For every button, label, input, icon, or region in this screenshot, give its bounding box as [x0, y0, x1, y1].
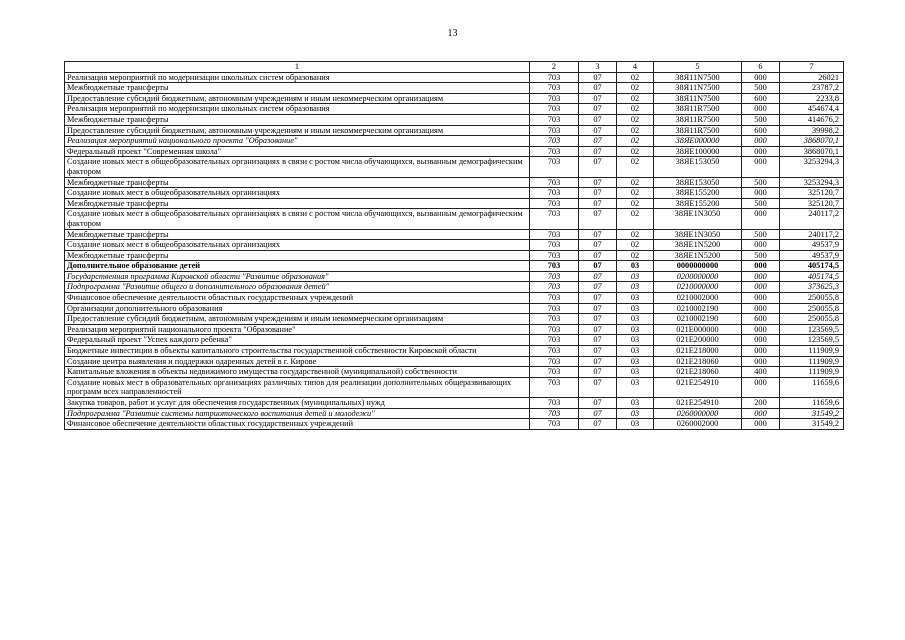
amount-cell: 3868070,1 [780, 136, 844, 147]
ministry-code-cell: 703 [530, 419, 579, 430]
table-row [65, 346, 844, 357]
section-code-cell: 07 [579, 125, 617, 136]
amount-cell: 405174,5 [780, 261, 844, 272]
ministry-code-cell: 703 [530, 314, 579, 325]
table-row [65, 146, 844, 157]
section-code-cell: 07 [579, 209, 617, 229]
table-row [65, 324, 844, 335]
expense-type-cell: 000 [742, 377, 780, 397]
section-code-cell: 07 [579, 250, 617, 261]
subsection-code-cell: 03 [617, 324, 654, 335]
ministry-code-cell: 703 [530, 229, 579, 240]
section-code-cell: 07 [579, 419, 617, 430]
section-code-cell: 07 [579, 104, 617, 115]
section-code-cell: 07 [579, 377, 617, 397]
row-name-cell: Межбюджетные трансферты [65, 229, 530, 240]
table-row [65, 419, 844, 430]
target-article-cell: 38ЯЕ1N3050 [654, 209, 742, 229]
table-row [65, 293, 844, 304]
header-cell: 1 [65, 62, 530, 73]
subsection-code-cell: 03 [617, 356, 654, 367]
table-row [65, 83, 844, 94]
expense-type-cell: 000 [742, 335, 780, 346]
row-name-cell: Подпрограмма "Развитие системы патриотического воспитания детей и молодежи" [65, 408, 530, 419]
expense-type-cell: 500 [742, 114, 780, 125]
subsection-code-cell: 03 [617, 346, 654, 357]
target-article-cell: 0210002000 [654, 293, 742, 304]
section-code-cell: 07 [579, 229, 617, 240]
section-code-cell: 07 [579, 367, 617, 378]
section-code-cell: 07 [579, 240, 617, 251]
row-name-cell: Создание новых мест в общеобразовательных организациях [65, 188, 530, 199]
target-article-cell: 0210000000 [654, 282, 742, 293]
target-article-cell: 38ЯЕ1N5200 [654, 250, 742, 261]
amount-cell: 250055,8 [780, 303, 844, 314]
section-code-cell: 07 [579, 303, 617, 314]
target-article-cell: 38Я11N7500 [654, 83, 742, 94]
row-name-cell: Капитальные вложения в объекты недвижимого имущества государственной (муниципальной) собственности [65, 367, 530, 378]
amount-cell: 240117,2 [780, 229, 844, 240]
ministry-code-cell: 703 [530, 72, 579, 83]
target-article-cell: 38ЯЕ1N3050 [654, 229, 742, 240]
subsection-code-cell: 03 [617, 271, 654, 282]
target-article-cell: 021Е200000 [654, 335, 742, 346]
target-article-cell: 021Е218060 [654, 356, 742, 367]
amount-cell: 3253294,3 [780, 157, 844, 177]
ministry-code-cell: 703 [530, 93, 579, 104]
table-row [65, 250, 844, 261]
header-cell: 4 [617, 62, 654, 73]
row-name-cell: Государственная программа Кировской области "Развитие образования" [65, 271, 530, 282]
row-name-cell: Предоставление субсидий бюджетным, автономным учреждениям и иным некоммерческим организациям [65, 93, 530, 104]
expense-type-cell: 000 [742, 104, 780, 115]
target-article-cell: 38Я11R7500 [654, 104, 742, 115]
subsection-code-cell: 02 [617, 177, 654, 188]
table-row [65, 136, 844, 147]
table-row [65, 93, 844, 104]
amount-cell: 111909,9 [780, 356, 844, 367]
expense-type-cell: 600 [742, 93, 780, 104]
ministry-code-cell: 703 [530, 356, 579, 367]
table-row [65, 188, 844, 199]
target-article-cell: 0200000000 [654, 271, 742, 282]
expense-type-cell: 500 [742, 83, 780, 94]
expense-type-cell: 000 [742, 209, 780, 229]
ministry-code-cell: 703 [530, 303, 579, 314]
subsection-code-cell: 03 [617, 293, 654, 304]
amount-cell: 11659,6 [780, 398, 844, 409]
table-row [65, 114, 844, 125]
section-code-cell: 07 [579, 293, 617, 304]
amount-cell: 111909,9 [780, 346, 844, 357]
row-name-cell: Создание центра выявления и поддержки одаренных детей в г. Кирове [65, 356, 530, 367]
amount-cell: 39998,2 [780, 125, 844, 136]
table-row [65, 282, 844, 293]
ministry-code-cell: 703 [530, 136, 579, 147]
expense-type-cell: 000 [742, 261, 780, 272]
target-article-cell: 38ЯЕ153050 [654, 177, 742, 188]
subsection-code-cell: 03 [617, 398, 654, 409]
row-name-cell: Финансовое обеспечение деятельности областных государственных учреждений [65, 293, 530, 304]
table-row [65, 408, 844, 419]
section-code-cell: 07 [579, 398, 617, 409]
row-name-cell: Подпрограмма "Развитие общего и дополнительного образования детей" [65, 282, 530, 293]
amount-cell: 49537,9 [780, 240, 844, 251]
amount-cell: 250055,8 [780, 293, 844, 304]
subsection-code-cell: 02 [617, 114, 654, 125]
target-article-cell: 38ЯЕ155200 [654, 188, 742, 199]
row-name-cell: Создание новых мест в общеобразовательных организациях [65, 240, 530, 251]
section-code-cell: 07 [579, 146, 617, 157]
section-code-cell: 07 [579, 314, 617, 325]
expense-type-cell: 000 [742, 408, 780, 419]
target-article-cell: 38ЯЕ155200 [654, 198, 742, 209]
expense-type-cell: 500 [742, 198, 780, 209]
ministry-code-cell: 703 [530, 324, 579, 335]
expense-type-cell: 500 [742, 250, 780, 261]
row-name-cell: Реализация мероприятий по модернизации школьных систем образования [65, 72, 530, 83]
target-article-cell: 021Е254910 [654, 398, 742, 409]
ministry-code-cell: 703 [530, 335, 579, 346]
expense-type-cell: 000 [742, 188, 780, 199]
subsection-code-cell: 02 [617, 240, 654, 251]
target-article-cell: 38ЯЕ100000 [654, 146, 742, 157]
ministry-code-cell: 703 [530, 198, 579, 209]
ministry-code-cell: 703 [530, 209, 579, 229]
subsection-code-cell: 02 [617, 157, 654, 177]
subsection-code-cell: 02 [617, 229, 654, 240]
section-code-cell: 07 [579, 157, 617, 177]
target-article-cell: 38ЯЕ000000 [654, 136, 742, 147]
amount-cell: 123569,5 [780, 335, 844, 346]
subsection-code-cell: 02 [617, 83, 654, 94]
ministry-code-cell: 703 [530, 250, 579, 261]
expense-type-cell: 000 [742, 240, 780, 251]
table-row [65, 367, 844, 378]
amount-cell: 11659,6 [780, 377, 844, 397]
subsection-code-cell: 03 [617, 261, 654, 272]
subsection-code-cell: 03 [617, 335, 654, 346]
expense-type-cell: 200 [742, 398, 780, 409]
section-code-cell: 07 [579, 261, 617, 272]
header-cell: 7 [780, 62, 844, 73]
target-article-cell: 0210002190 [654, 314, 742, 325]
table-row [65, 229, 844, 240]
ministry-code-cell: 703 [530, 367, 579, 378]
subsection-code-cell: 03 [617, 282, 654, 293]
ministry-code-cell: 703 [530, 346, 579, 357]
row-name-cell: Федеральный проект "Успех каждого ребенка" [65, 335, 530, 346]
target-article-cell: 0000000000 [654, 261, 742, 272]
table-row [65, 356, 844, 367]
table-row [65, 209, 844, 229]
ministry-code-cell: 703 [530, 271, 579, 282]
subsection-code-cell: 02 [617, 188, 654, 199]
page-number: 13 [447, 28, 458, 39]
expense-type-cell: 000 [742, 324, 780, 335]
target-article-cell: 38Я11R7500 [654, 114, 742, 125]
header-cell: 6 [742, 62, 780, 73]
row-name-cell: Создание новых мест в общеобразовательных организациях в связи с ростом числа обучающихся, вызванным демографическим фактором [65, 157, 530, 177]
header-cell: 2 [530, 62, 579, 73]
amount-cell: 405174,5 [780, 271, 844, 282]
subsection-code-cell: 02 [617, 72, 654, 83]
amount-cell: 3253294,3 [780, 177, 844, 188]
amount-cell: 23787,2 [780, 83, 844, 94]
amount-cell: 325120,7 [780, 198, 844, 209]
expense-type-cell: 000 [742, 282, 780, 293]
section-code-cell: 07 [579, 93, 617, 104]
row-name-cell: Финансовое обеспечение деятельности областных государственных учреждений [65, 419, 530, 430]
section-code-cell: 07 [579, 324, 617, 335]
header-row [65, 62, 844, 73]
amount-cell: 31549,2 [780, 408, 844, 419]
section-code-cell: 07 [579, 136, 617, 147]
ministry-code-cell: 703 [530, 398, 579, 409]
target-article-cell: 38Я11N7500 [654, 93, 742, 104]
expense-type-cell: 500 [742, 229, 780, 240]
expense-type-cell: 000 [742, 157, 780, 177]
row-name-cell: Межбюджетные трансферты [65, 198, 530, 209]
amount-cell: 123569,5 [780, 324, 844, 335]
subsection-code-cell: 03 [617, 419, 654, 430]
ministry-code-cell: 703 [530, 125, 579, 136]
target-article-cell: 38Я11R7500 [654, 125, 742, 136]
table-row [65, 157, 844, 177]
row-name-cell: Реализация мероприятий национального проекта "Образование" [65, 136, 530, 147]
row-name-cell: Создание новых мест в образовательных организациях различных типов для реализации дополнительных общеразвивающих программ всех направленностей [65, 377, 530, 397]
table-row [65, 240, 844, 251]
row-name-cell: Межбюджетные трансферты [65, 177, 530, 188]
subsection-code-cell: 02 [617, 125, 654, 136]
target-article-cell: 0260002000 [654, 419, 742, 430]
section-code-cell: 07 [579, 72, 617, 83]
amount-cell: 3868070,1 [780, 146, 844, 157]
ministry-code-cell: 703 [530, 146, 579, 157]
amount-cell: 250055,8 [780, 314, 844, 325]
row-name-cell: Организации дополнительного образования [65, 303, 530, 314]
section-code-cell: 07 [579, 408, 617, 419]
budget-table [64, 61, 844, 430]
target-article-cell: 38Я11N7500 [654, 72, 742, 83]
row-name-cell: Межбюджетные трансферты [65, 114, 530, 125]
expense-type-cell: 600 [742, 314, 780, 325]
section-code-cell: 07 [579, 356, 617, 367]
ministry-code-cell: 703 [530, 157, 579, 177]
ministry-code-cell: 703 [530, 83, 579, 94]
target-article-cell: 021Е254910 [654, 377, 742, 397]
amount-cell: 111909,9 [780, 367, 844, 378]
amount-cell: 26021 [780, 72, 844, 83]
ministry-code-cell: 703 [530, 261, 579, 272]
section-code-cell: 07 [579, 114, 617, 125]
section-code-cell: 07 [579, 335, 617, 346]
row-name-cell: Создание новых мест в общеобразовательных организациях в связи с ростом числа обучающихся, вызванным демографическим фактором [65, 209, 530, 229]
expense-type-cell: 000 [742, 303, 780, 314]
section-code-cell: 07 [579, 346, 617, 357]
expense-type-cell: 000 [742, 419, 780, 430]
subsection-code-cell: 02 [617, 93, 654, 104]
table-row [65, 261, 844, 272]
ministry-code-cell: 703 [530, 377, 579, 397]
expense-type-cell: 000 [742, 146, 780, 157]
subsection-code-cell: 03 [617, 303, 654, 314]
expense-type-cell: 000 [742, 356, 780, 367]
table-row [65, 125, 844, 136]
expense-type-cell: 000 [742, 72, 780, 83]
amount-cell: 414676,2 [780, 114, 844, 125]
subsection-code-cell: 02 [617, 198, 654, 209]
section-code-cell: 07 [579, 271, 617, 282]
subsection-code-cell: 02 [617, 209, 654, 229]
table-row [65, 377, 844, 397]
expense-type-cell: 000 [742, 271, 780, 282]
row-name-cell: Межбюджетные трансферты [65, 250, 530, 261]
table-row [65, 271, 844, 282]
expense-type-cell: 600 [742, 125, 780, 136]
ministry-code-cell: 703 [530, 282, 579, 293]
row-name-cell: Реализация мероприятий национального проекта "Образование" [65, 324, 530, 335]
target-article-cell: 0210002190 [654, 303, 742, 314]
subsection-code-cell: 03 [617, 377, 654, 397]
section-code-cell: 07 [579, 177, 617, 188]
section-code-cell: 07 [579, 198, 617, 209]
header-cell: 5 [654, 62, 742, 73]
row-name-cell: Дополнительное образование детей [65, 261, 530, 272]
subsection-code-cell: 03 [617, 367, 654, 378]
table-row [65, 72, 844, 83]
amount-cell: 454674,4 [780, 104, 844, 115]
section-code-cell: 07 [579, 282, 617, 293]
amount-cell: 49537,9 [780, 250, 844, 261]
expense-type-cell: 000 [742, 346, 780, 357]
table-row [65, 104, 844, 115]
amount-cell: 325120,7 [780, 188, 844, 199]
expense-type-cell: 000 [742, 136, 780, 147]
target-article-cell: 0260000000 [654, 408, 742, 419]
row-name-cell: Федеральный проект "Современная школа" [65, 146, 530, 157]
table-row [65, 398, 844, 409]
ministry-code-cell: 703 [530, 293, 579, 304]
section-code-cell: 07 [579, 188, 617, 199]
table-row [65, 314, 844, 325]
table-row [65, 335, 844, 346]
target-article-cell: 021Е000000 [654, 324, 742, 335]
row-name-cell: Реализация мероприятий по модернизации школьных систем образования [65, 104, 530, 115]
amount-cell: 2233,8 [780, 93, 844, 104]
subsection-code-cell: 03 [617, 314, 654, 325]
header-cell: 3 [579, 62, 617, 73]
subsection-code-cell: 02 [617, 250, 654, 261]
amount-cell: 373625,3 [780, 282, 844, 293]
row-name-cell: Предоставление субсидий бюджетным, автономным учреждениям и иным некоммерческим организациям [65, 314, 530, 325]
table-row [65, 303, 844, 314]
section-code-cell: 07 [579, 83, 617, 94]
target-article-cell: 38ЯЕ1N5200 [654, 240, 742, 251]
ministry-code-cell: 703 [530, 104, 579, 115]
target-article-cell: 021Е218000 [654, 346, 742, 357]
row-name-cell: Закупка товаров, работ и услуг для обеспечения государственных (муниципальных) нужд [65, 398, 530, 409]
target-article-cell: 38ЯЕ153050 [654, 157, 742, 177]
row-name-cell: Межбюджетные трансферты [65, 83, 530, 94]
table-body [65, 72, 844, 429]
target-article-cell: 021Е218060 [654, 367, 742, 378]
table-row [65, 198, 844, 209]
row-name-cell: Предоставление субсидий бюджетным, автономным учреждениям и иным некоммерческим организациям [65, 125, 530, 136]
expense-type-cell: 500 [742, 177, 780, 188]
subsection-code-cell: 03 [617, 408, 654, 419]
row-name-cell: Бюджетные инвестиции в объекты капитального строительства государственной собственности Кировской области [65, 346, 530, 357]
amount-cell: 240117,2 [780, 209, 844, 229]
amount-cell: 31549,2 [780, 419, 844, 430]
table-row [65, 177, 844, 188]
expense-type-cell: 400 [742, 367, 780, 378]
ministry-code-cell: 703 [530, 177, 579, 188]
subsection-code-cell: 02 [617, 104, 654, 115]
expense-type-cell: 000 [742, 293, 780, 304]
ministry-code-cell: 703 [530, 408, 579, 419]
subsection-code-cell: 02 [617, 136, 654, 147]
ministry-code-cell: 703 [530, 188, 579, 199]
ministry-code-cell: 703 [530, 240, 579, 251]
ministry-code-cell: 703 [530, 114, 579, 125]
subsection-code-cell: 02 [617, 146, 654, 157]
